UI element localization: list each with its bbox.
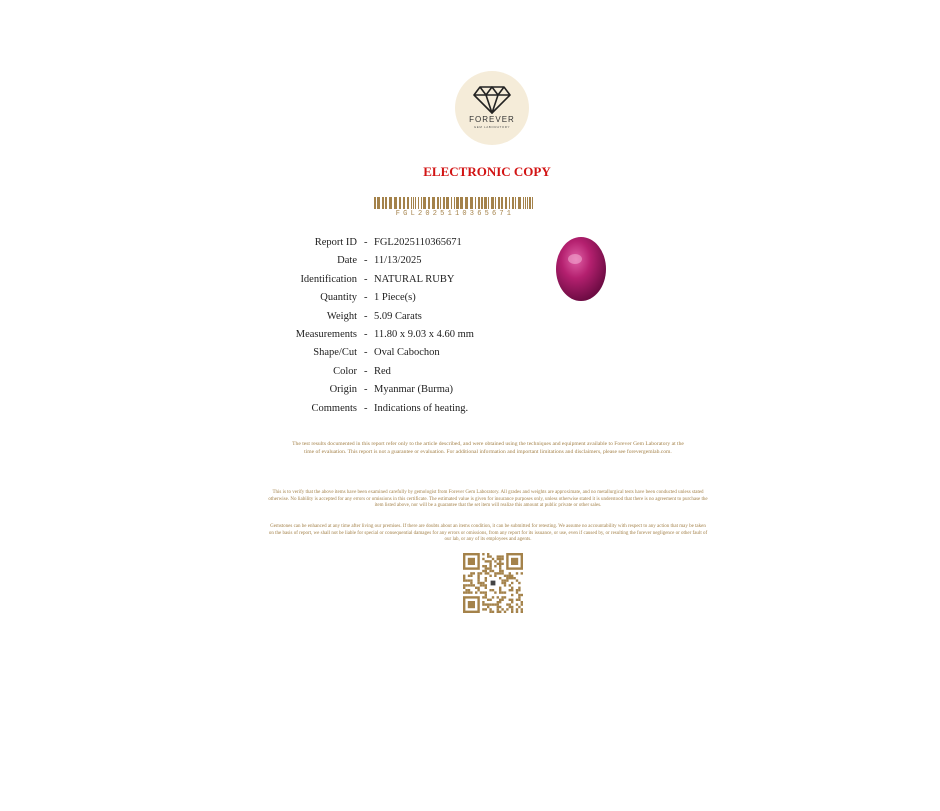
report-row-value: 5.09 Carats (374, 310, 422, 322)
diamond-icon (472, 85, 512, 115)
row-separator: - (364, 328, 368, 340)
report-row-label: Identification (300, 273, 357, 285)
report-row-value: 11.80 x 9.03 x 4.60 mm (374, 328, 474, 340)
report-row-label: Shape/Cut (313, 347, 357, 359)
row-separator: - (364, 310, 368, 322)
row-separator: - (364, 237, 368, 248)
row-separator: - (364, 273, 368, 285)
report-row-value: Myanmar (Burma) (374, 384, 454, 396)
row-separator: - (364, 365, 368, 377)
logo-wordmark: FOREVER (469, 115, 515, 124)
row-separator: - (364, 292, 368, 304)
report-row-value: Indications of heating. (374, 402, 469, 414)
report-row-label: Weight (326, 310, 357, 322)
report-row-label: Report ID (314, 237, 357, 248)
electronic-copy-banner: ELECTRONIC COPY (423, 164, 551, 179)
report-row-value: NATURAL RUBY (374, 273, 455, 285)
report-row-label: Color (333, 365, 357, 377)
disclaimer-liability: Gemstones can be enhanced at any time after living our premises. If there are doubts about an items condition, it can be submitted for retesting. We assume no accountability with respect to any action that may be taken on the basis of report, we shall not be liable for special or consequential damages for any errors or omissions, from any report for its issuance, or use, even if caused by, or resulting the forever negligence or other fault of our lab, or any of its employees and agents. (268, 524, 708, 543)
report-row-label: Date (337, 255, 357, 267)
row-separator: - (364, 384, 368, 396)
report-row-label: Comments (311, 402, 357, 414)
report-row-label: Measurements (295, 328, 357, 340)
barcode-number: FGL2025110365671 (395, 210, 515, 218)
report-row-value: Oval Cabochon (374, 347, 440, 359)
report-row-value: FGL2025110365671 (374, 237, 462, 248)
report-row (240, 347, 540, 365)
report-row (240, 384, 540, 402)
logo-subtitle: GEM LABORATORY (473, 125, 511, 129)
report-row (240, 329, 540, 347)
report-row-label: Origin (329, 384, 357, 396)
lab-logo (455, 71, 529, 145)
report-row (240, 237, 540, 255)
disclaimer-verification: This is to verify that the above items have been examined carefully by gemologist from Forever Gem Laboratory. All grades and weights are approximate, and no metallurgical tests have been conducted unless stated otherwise. No liability is accepted for any errors or omissions in this certificate. The estimated value is given for insurance purposes only, unless otherwise stated it is understood that there is no agreement to purchase the item listed above, nor will be a guarantee that the set item will realize this amount at public private or other sales. (268, 490, 708, 509)
report-row-label: Quantity (320, 292, 357, 304)
row-separator: - (364, 347, 368, 359)
report-row (240, 274, 540, 292)
ruby-gem-image (554, 235, 608, 303)
report-details (240, 237, 540, 421)
disclaimer-results: The test results documented in this report refer only to the article described, and were obtained using the techniques and equipment available to Forever Gem Laboratory at the time of evaluation. This report is not a guarantee or evaluation. For additional information and important limitations and disclaimers, please see forevergemlab.com. (292, 441, 684, 455)
report-row (240, 366, 540, 384)
report-row (240, 403, 540, 421)
barcode (374, 197, 536, 209)
report-row (240, 311, 540, 329)
report-row-value: 1 Piece(s) (374, 292, 416, 304)
qr-code-icon[interactable] (463, 553, 523, 613)
row-separator: - (364, 255, 368, 267)
report-row (240, 292, 540, 310)
report-row (240, 255, 540, 273)
report-row-value: Red (374, 365, 391, 377)
report-row-value: 11/13/2025 (374, 255, 422, 267)
row-separator: - (364, 402, 368, 414)
